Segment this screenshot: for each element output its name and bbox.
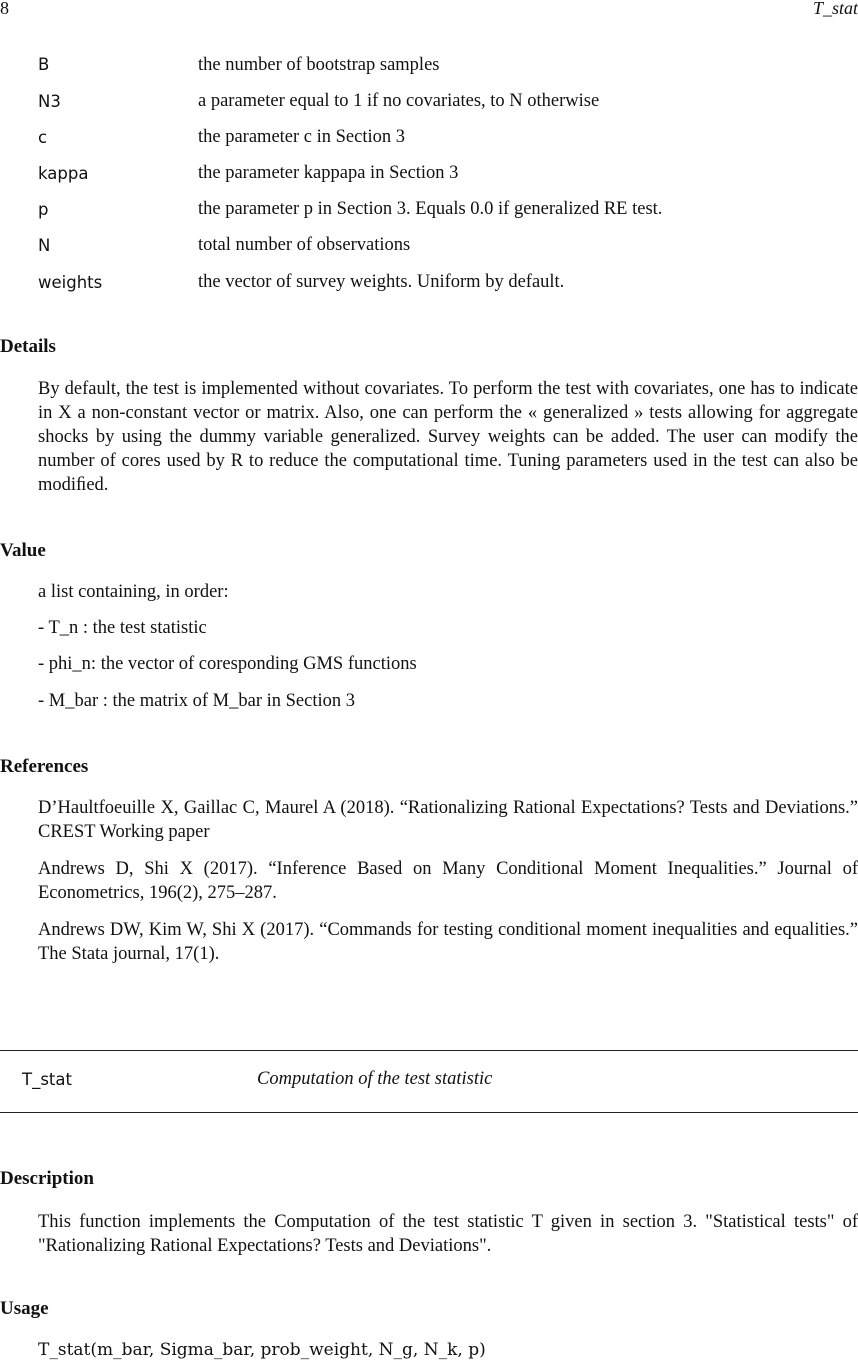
top-rule xyxy=(0,1050,858,1051)
argument-name: weights xyxy=(38,273,103,292)
usage-heading: Usage xyxy=(0,1298,49,1319)
argument-name: p xyxy=(38,200,49,219)
argument-description: total number of observations xyxy=(198,235,411,255)
reference-item: Andrews D, Shi X (2017). “Inference Based on Many Conditional Moment Inequalities.” Journal of Econometrics, 196(2), 275–287. xyxy=(38,859,858,903)
reference-item: D’Haultfoeuille X, Gaillac C, Maurel A (2018). “Rationalizing Rational Expectations? Tests and Deviations.” CREST Working paper xyxy=(38,798,858,842)
value-heading: Value xyxy=(0,540,46,561)
value-line: - phi_n: the vector of coresponding GMS functions xyxy=(38,654,417,674)
argument-name: kappa xyxy=(38,164,89,183)
value-line: - T_n : the test statistic xyxy=(38,618,207,638)
argument-name: B xyxy=(38,55,50,74)
argument-name: N3 xyxy=(38,92,61,111)
function-title: Computation of the test statistic xyxy=(257,1069,493,1089)
description-heading: Description xyxy=(0,1168,94,1189)
running-title: T_stat xyxy=(812,0,858,18)
usage-code: T_stat(m_bar, Sigma_bar, prob_weight, N_g, N_k, p) xyxy=(38,1340,486,1360)
description-text: This function implements the Computation of the test statistic T given in section 3. "Statistical tests" of "Rationalizing Rational Expectations? Tests and Deviations". xyxy=(38,1212,858,1256)
function-name: T_stat xyxy=(22,1070,72,1089)
value-line: - M_bar : the matrix of M_bar in Section 3 xyxy=(38,691,356,711)
argument-description: the parameter c in Section 3 xyxy=(198,127,406,147)
references-heading: References xyxy=(0,756,89,777)
argument-name: N xyxy=(38,236,51,255)
argument-description: the vector of survey weights. Uniform by default. xyxy=(198,272,565,292)
page-number: 8 xyxy=(0,0,9,18)
value-line: a list containing, in order: xyxy=(38,582,229,602)
reference-item: Andrews DW, Kim W, Shi X (2017). “Commands for testing conditional moment inequalities and equalities.” The Stata journal, 17(1). xyxy=(38,920,858,964)
argument-description: the parameter p in Section 3. Equals 0.0 if generalized RE test. xyxy=(198,199,663,219)
bottom-rule xyxy=(0,1112,858,1113)
details-heading: Details xyxy=(0,336,56,357)
argument-description: the parameter kappapa in Section 3 xyxy=(198,163,459,183)
argument-description: a parameter equal to 1 if no covariates, to N otherwise xyxy=(198,91,600,111)
argument-description: the number of bootstrap samples xyxy=(198,55,440,75)
argument-name: c xyxy=(38,128,48,147)
details-text: By default, the test is implemented without covariates. To perform the test with covariates, one has to indicate in X a non-constant vector or matrix. Also, one can perform the « generalized » tests allowing for aggregate shocks by using the dummy variable generalized. Survey weights can be added. The user can modify the number of cores used by R to reduce the computational time. Tuning parameters used in the test can also be modiﬁed. xyxy=(38,379,858,495)
